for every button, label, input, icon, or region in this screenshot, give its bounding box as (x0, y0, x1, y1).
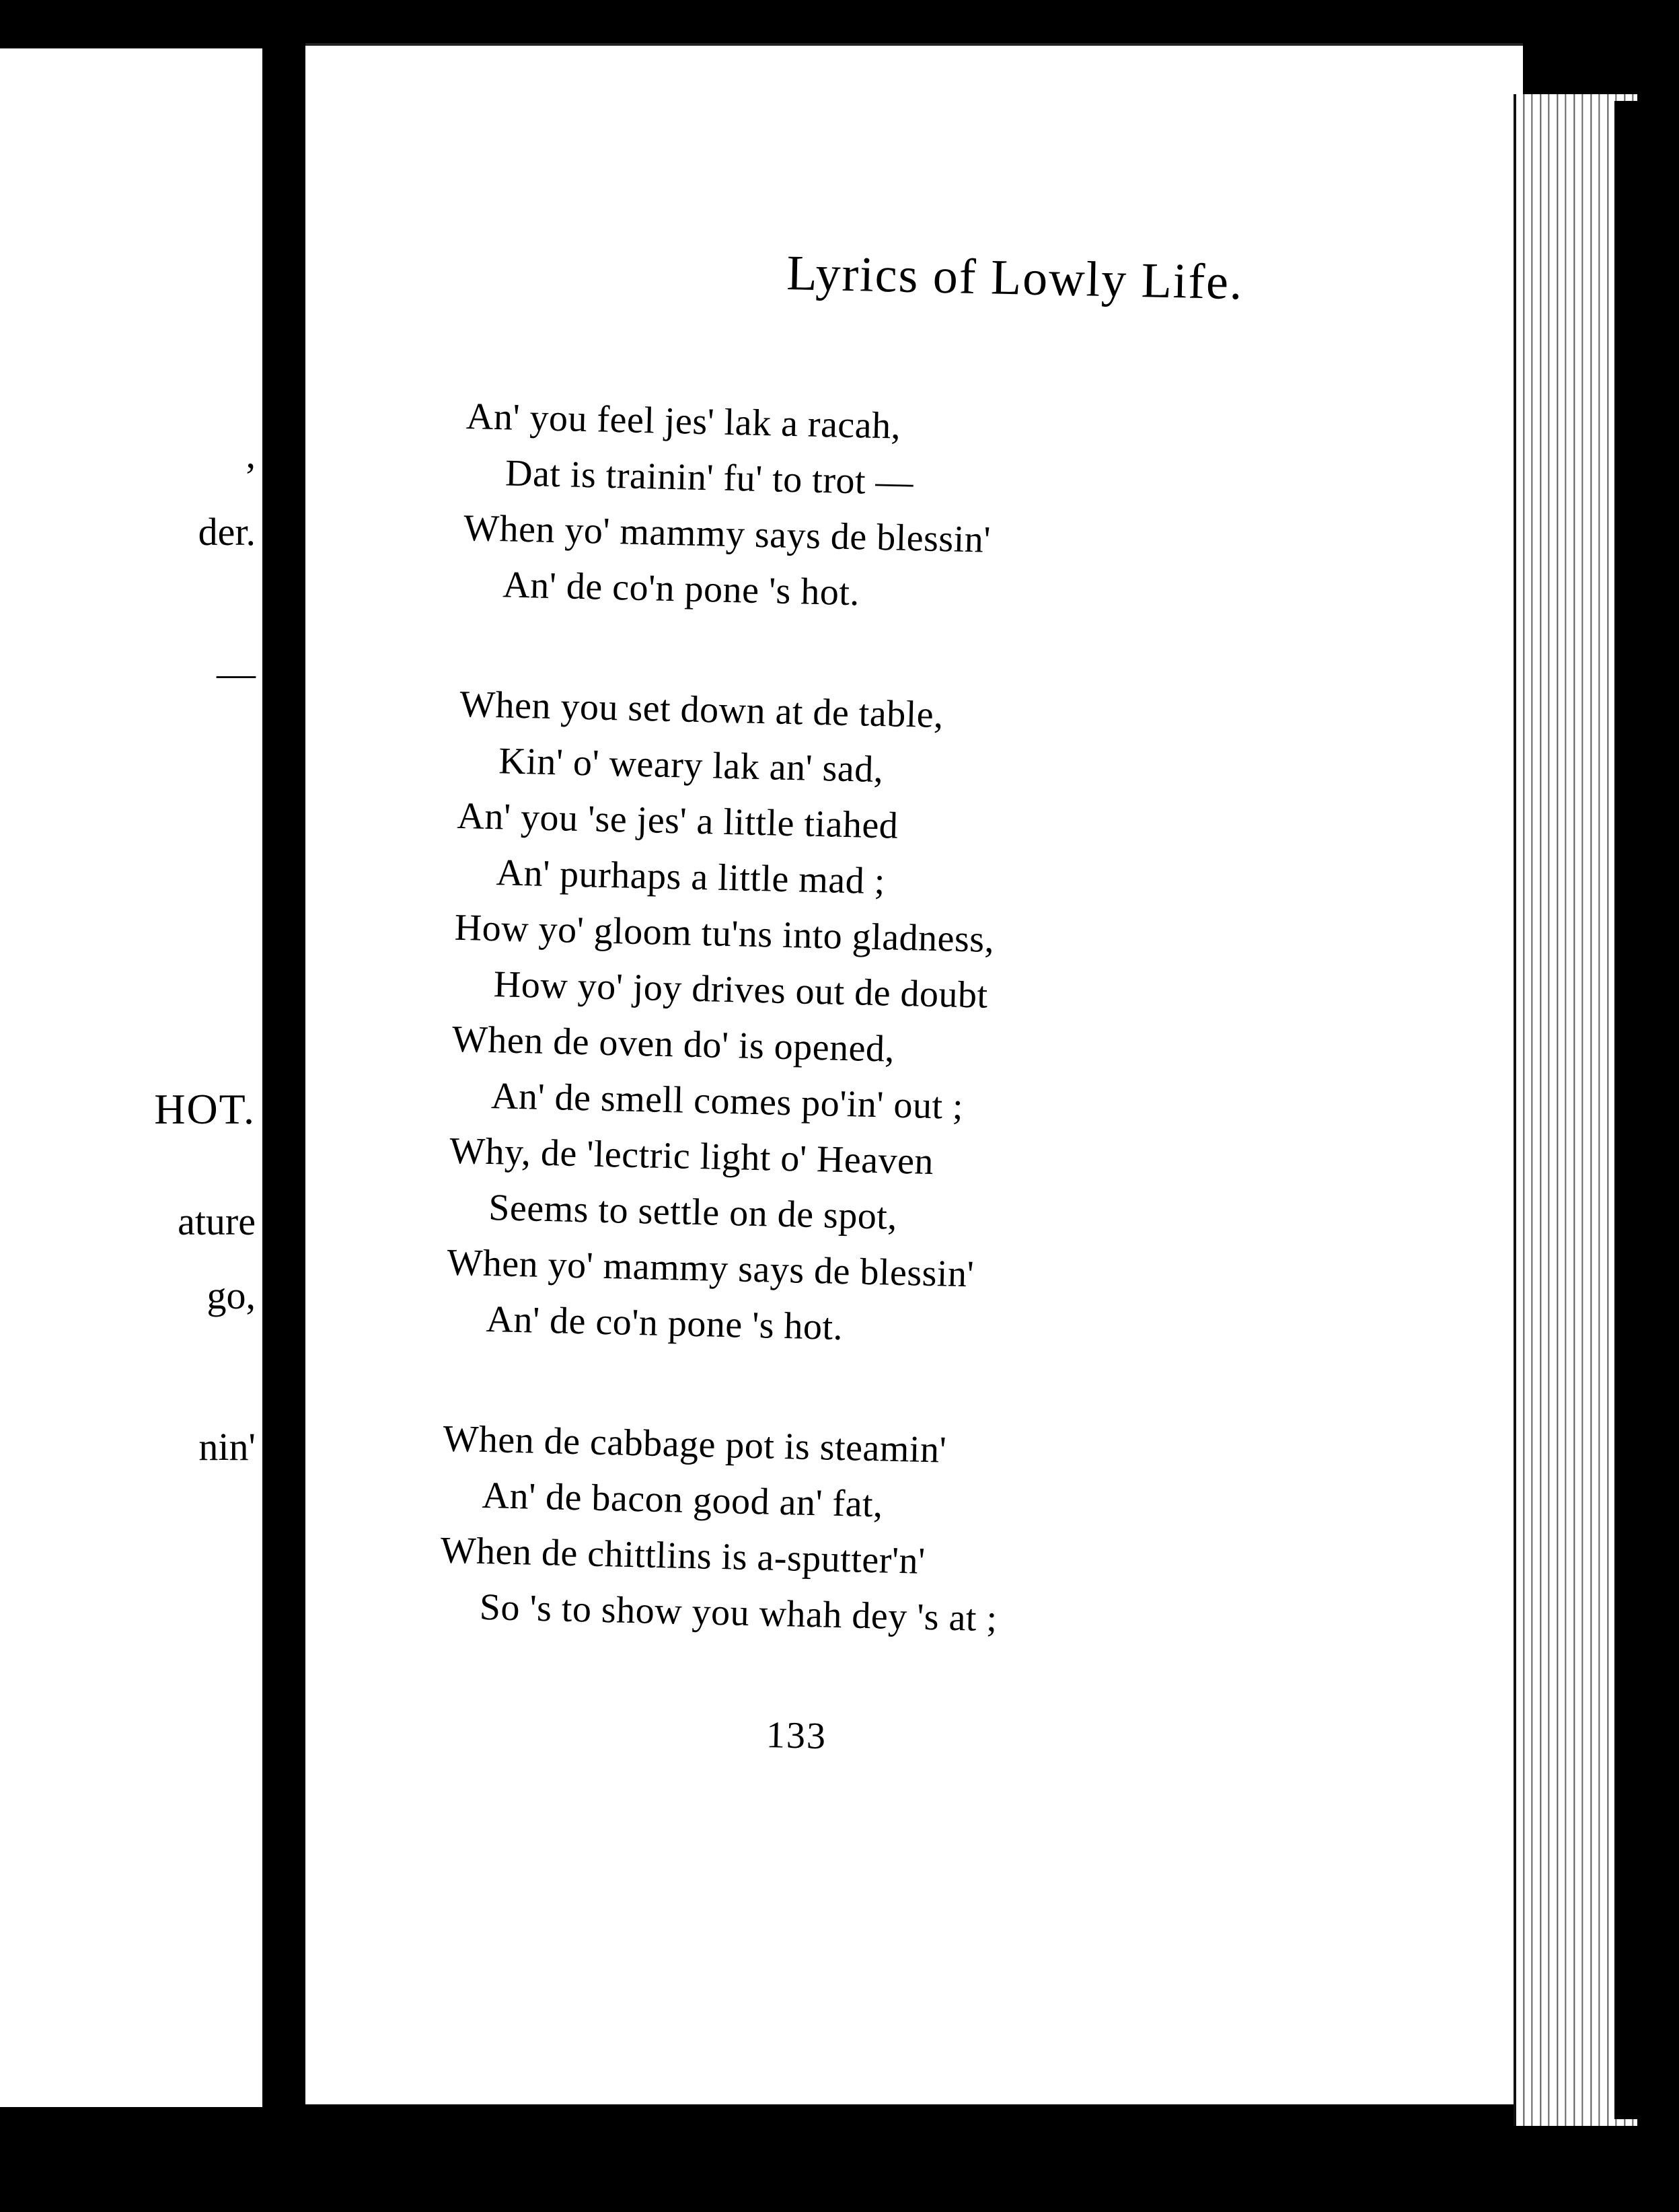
stanza (461, 389, 1475, 635)
poem-line: Seems to settle on de spot, (488, 1187, 898, 1238)
left-page (0, 48, 266, 2107)
left-fragment: — (217, 651, 256, 695)
poem-line: When yo' mammy says de blessin' (446, 1241, 975, 1296)
book-gutter (262, 40, 305, 2126)
left-fragment: HOT. (154, 1085, 256, 1133)
stanza (445, 677, 1469, 1370)
poem-line: When you set down at de table, (459, 683, 944, 737)
poem-line: An' de co'n pone 's hot. (502, 564, 860, 614)
left-fragment: nin' (198, 1425, 256, 1469)
edge-shadow (1614, 101, 1679, 2119)
stanza (439, 1411, 1452, 1658)
left-fragment: der. (198, 510, 256, 554)
poem-line: An' de bacon good an' fat, (481, 1474, 884, 1526)
poem-line: Dat is trainin' fu' to trot — (505, 452, 914, 504)
poem-line: When de chittlins is a-sputter'n' (440, 1529, 926, 1582)
poem-line: An' de smell comes po'in' out ; (490, 1075, 964, 1128)
poem-line: When yo' mammy says de blessin' (463, 507, 992, 561)
poem-line: How yo' joy drives out de doubt (493, 963, 989, 1017)
poem-line: So 's to show you whah dey 's at ; (479, 1586, 998, 1640)
poem-line: How yo' gloom tu'ns into gladness, (454, 906, 995, 961)
poem-line: An' de co'n pone 's hot. (485, 1298, 844, 1349)
poem-line: An' purhaps a little mad ; (495, 852, 886, 903)
scan-speck (887, 15, 891, 27)
poem (437, 389, 1476, 1722)
poem-line: An' you 'se jes' a little tiahed (456, 795, 899, 847)
page-number: 133 (766, 1713, 827, 1758)
left-fragment: , (246, 433, 256, 476)
right-page (305, 43, 1523, 2104)
running-title: Lyrics of Lowly Life. (786, 246, 1244, 311)
poem-line: When de cabbage pot is steamin' (442, 1417, 947, 1471)
left-fragment: ature (178, 1200, 256, 1243)
poem-line: When de oven do' is opened, (451, 1018, 895, 1070)
poem-line: Kin' o' weary lak an' sad, (498, 740, 885, 791)
poem-line: An' you feel jes' lak a racah, (465, 395, 901, 447)
scan-speck (1601, 27, 1628, 30)
left-fragment: go, (207, 1274, 256, 1317)
poem-line: Why, de 'lectric light o' Heaven (449, 1130, 934, 1183)
